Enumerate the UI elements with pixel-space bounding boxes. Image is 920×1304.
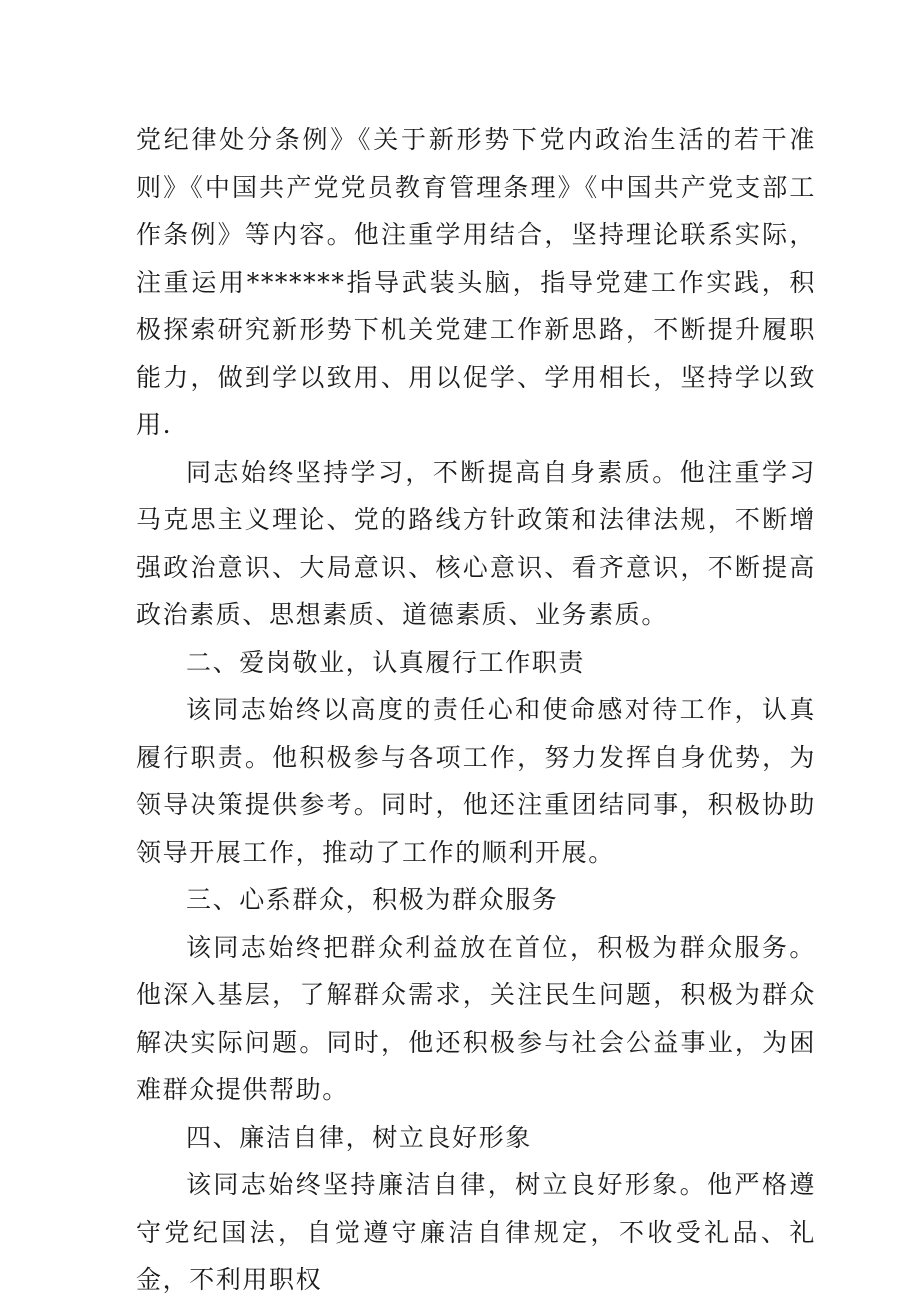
section-heading-serve-masses: 三、心系群众，积极为群众服务 — [186, 885, 559, 914]
paragraph-dedication: 该同志始终以高度的责任心和使命感对待工作，认真履行职责。他积极参与各项工作，努力发挥自身优势，为领导决策提供参考。同时，他还注重团结同事，积极协助领导开展工作，推动了工作的顺利开展。 — [136, 695, 816, 867]
paragraph-serve-masses: 该同志始终把群众利益放在首位，积极为群众服务。他深入基层，了解群众需求，关注民生问题，积极为群众解决实际问题。同时，他还积极参与社会公益事业，为困难群众提供帮助。 — [136, 932, 816, 1104]
paragraph-integrity: 该同志始终坚持廉洁自律，树立良好形象。他严格遵守党纪国法，自觉遵守廉洁自律规定，不收受礼品、礼金，不利用职权 — [136, 1170, 816, 1294]
paragraph-study-regulations: 党纪律处分条例》《关于新形势下党内政治生活的若干准则》《中国共产党党员教育管理条理》《中国共产党支部工作条例》等内容。他注重学用结合，坚持理论联系实际，注重运用*******指导武装头脑，指导党建工作实践，积极探索研究新形势下机关党建工作新思路，不断提升履职能力，做到学以致用、用以促学、学用相长，坚持学以致用. — [136, 125, 816, 439]
section-heading-dedication: 二、爱岗敬业，认真履行工作职责 — [186, 647, 586, 677]
section-heading-integrity: 四、廉洁自律，树立良好形象 — [186, 1122, 532, 1152]
paragraph-self-improvement: 同志始终坚持学习，不断提高自身素质。他注重学习马克思主义理论、党的路线方针政策和法律法规，不断增强政治意识、大局意识、核心意识、看齐意识，不断提高政治素质、思想素质、道德素质、业务素质。 — [136, 457, 816, 629]
document-body — [136, 116, 816, 1304]
